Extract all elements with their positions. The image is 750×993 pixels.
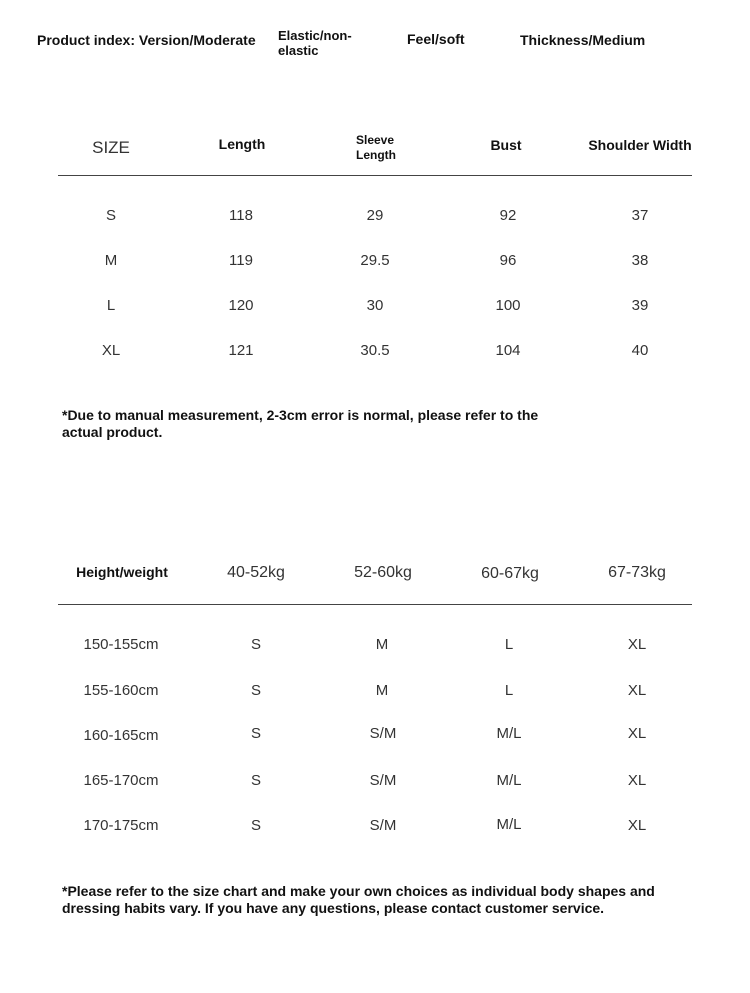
shoulder-width-cell: 40 [631,342,649,359]
length-cell: 121 [228,342,254,359]
fit-size-cell: S/M [369,817,397,834]
sleeve-length-cell: 29.5 [360,252,390,269]
size-table-header-size: SIZE [92,138,130,157]
fit-size-cell: S [250,817,262,834]
bust-cell: 92 [499,207,517,224]
fit-size-cell: L [504,682,514,699]
bust-cell: 100 [495,297,521,314]
height-cell: 150-155cm [83,636,159,653]
fit-size-cell: M/L [496,816,522,833]
height-cell: 170-175cm [83,817,159,834]
product-index-elastic: Elastic/non-elastic [278,28,352,58]
length-cell: 120 [228,297,254,314]
fit-size-cell: XL [627,817,647,834]
height-cell: 160-165cm [83,727,159,744]
shoulder-width-cell: 37 [631,207,649,224]
fit-table-header-weight-4: 67-73kg [608,564,666,581]
fit-table-note: *Please refer to the size chart and make your own choices as individual body shapes and dressing habits vary. If you have any questions, please contact customer service. [62,883,655,916]
size-table-header-bust: Bust [490,137,522,153]
size-table-header-length: Length [218,136,266,152]
size-table-header-shoulder-width: Shoulder Width [588,137,692,153]
sleeve-length-cell: 30 [366,297,384,314]
size-cell: S [105,207,117,224]
product-index-feel: Feel/soft [407,31,465,47]
product-index-thickness: Thickness/Medium [520,32,646,48]
bust-cell: 104 [495,342,521,359]
fit-size-cell: XL [627,682,647,699]
shoulder-width-cell: 38 [631,252,649,269]
fit-size-cell: XL [627,725,647,742]
fit-size-cell: M/L [496,772,522,789]
fit-size-cell: M/L [496,725,522,742]
shoulder-width-cell: 39 [631,297,649,314]
height-cell: 155-160cm [83,682,159,699]
size-cell: XL [101,342,121,359]
sleeve-length-cell: 29 [366,207,384,224]
length-cell: 119 [229,252,253,269]
fit-table-header-weight-3: 60-67kg [481,565,539,582]
fit-size-cell: S/M [369,725,397,742]
height-cell: 165-170cm [83,772,159,789]
fit-size-cell: XL [627,636,647,653]
product-index-version: Product index: Version/Moderate [37,32,256,48]
size-cell: M [104,252,118,269]
size-cell: L [106,297,116,314]
size-table-header-divider [58,175,692,176]
fit-size-cell: S [250,772,262,789]
fit-size-cell: M [375,636,389,653]
size-table-header-sleeve-length: Sleeve Length [356,133,396,162]
bust-cell: 96 [499,252,517,269]
fit-size-cell: M [375,682,389,699]
sleeve-length-cell: 30.5 [360,342,390,359]
fit-size-cell: S [250,682,262,699]
fit-size-cell: S [250,636,262,653]
length-cell: 118 [229,207,253,224]
fit-table-header-height-weight: Height/weight [76,564,168,580]
fit-size-cell: XL [627,772,647,789]
fit-table-header-divider [58,604,692,605]
fit-size-cell: S [250,725,262,742]
fit-size-cell: L [504,636,514,653]
fit-table-header-weight-1: 40-52kg [227,564,285,581]
size-table-note: *Due to manual measurement, 2-3cm error is normal, please refer to the actual product. [62,407,539,440]
fit-size-cell: S/M [369,772,397,789]
fit-table-header-weight-2: 52-60kg [354,564,412,581]
